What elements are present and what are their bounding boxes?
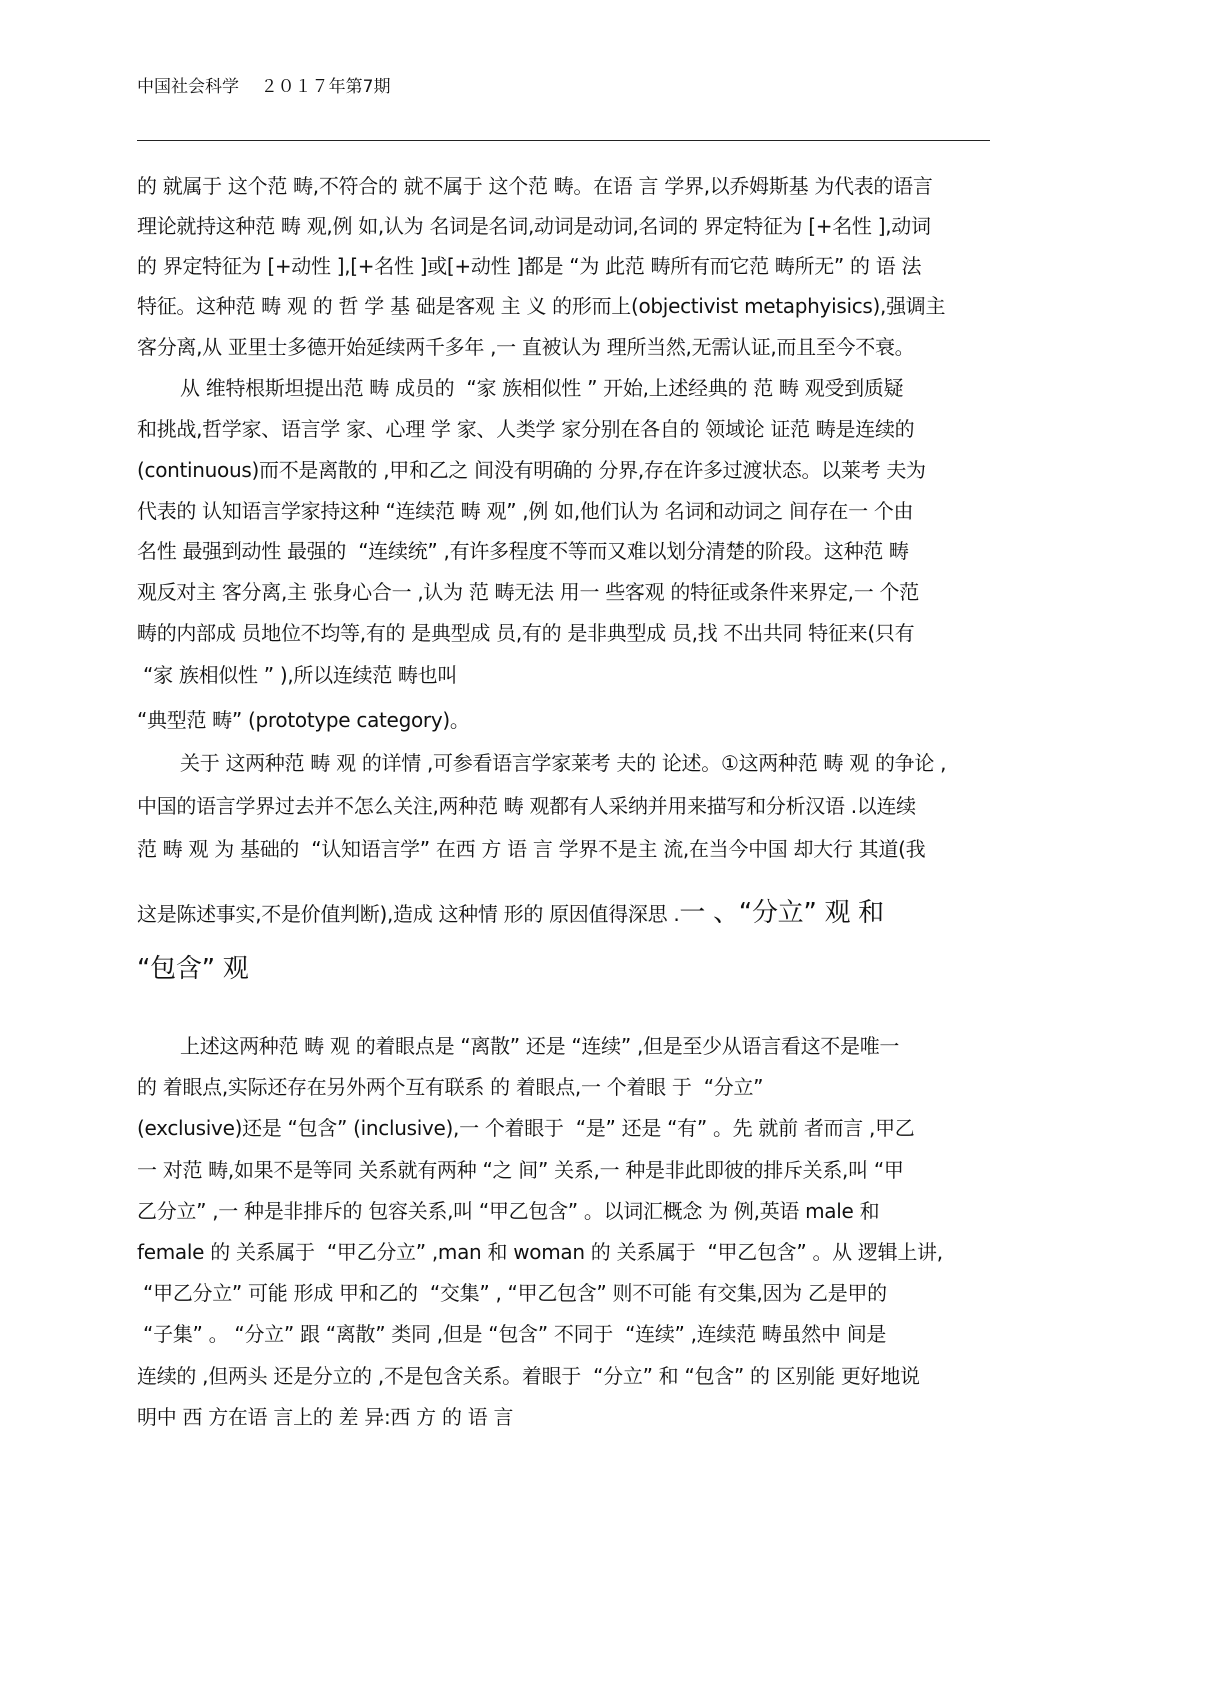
text-line: 理论就持这种范 畴 观,例 如,认为 名词是名词,动词是动词,名词的 界定特征为 [+名性 ],动词 <box>137 214 931 238</box>
issue-number: ２０１７年第7期 <box>260 77 391 97</box>
text-line: 上述这两种范 畴 观 的着眼点是 “离散” 还是 “连续” ,但是至少从语言看这不是唯一 <box>180 1034 900 1058</box>
text-line: 明中 西 方在语 言上的 差 异:西 方 的 语 言 <box>137 1405 514 1429</box>
text-line: “家 族相似性 ” ),所以连续范 畴也叫 <box>137 663 458 687</box>
text-line: (exclusive)还是 “包含” (inclusive),一 个着眼于 “是” 还是 “有” 。先 就前 者而言 ,甲乙 <box>137 1116 915 1140</box>
header-rule <box>137 140 990 141</box>
text-line: 范 畴 观 为 基础的 “认知语言学” 在西 方 语 言 学界不是主 流,在当今中国 却大行 其道(我 <box>137 837 926 861</box>
text-line: 的 着眼点,实际还存在另外两个互有联系 的 着眼点,一 个着眼 于 “分立” <box>137 1075 764 1099</box>
text-line: female 的 关系属于 “甲乙分立” ,man 和 woman 的 关系属于 “甲乙包含” 。从 逻辑上讲, <box>137 1240 943 1264</box>
text-line: 观反对主 客分离,主 张身心合一 ,认为 范 畴无法 用一 些客观 的特征或条件来界定,一 个范 <box>137 580 919 604</box>
text-line: 和挑战,哲学家、语言学 家、心理 学 家、人类学 家分别在各自的 领域论 证范 畴是连续的 <box>137 417 915 441</box>
text-line: 连续的 ,但两头 还是分立的 ,不是包含关系。着眼于 “分立” 和 “包含” 的 区别能 更好地说 <box>137 1364 920 1388</box>
text-line: 中国的语言学界过去并不怎么关注,两种范 畴 观都有人采纳并用来描写和分析汉语 .以连续 <box>137 794 916 818</box>
text-line: 一 对范 畴,如果不是等同 关系就有两种 “之 间” 关系,一 种是非此即彼的排斥关系,叫 “甲 <box>137 1158 904 1182</box>
section-heading: 一 、“分立” 观 和 <box>679 898 884 928</box>
text-line: 特征。这种范 畴 观 的 哲 学 基 础是客观 主 义 的形而上(objectivist metaphyisics),强调主 <box>137 294 946 318</box>
text-line: 的 就属于 这个范 畴,不符合的 就不属于 这个范 畴。在语 言 学界,以乔姆斯基 为代表的语言 <box>137 174 933 198</box>
text-line: (continuous)而不是离散的 ,甲和乙之 间没有明确的 分界,存在许多过渡状态。以莱考 夫为 <box>137 458 926 482</box>
text-line: 的 界定特征为 [+动性 ],[+名性 ]或[+动性 ]都是 “为 此范 畴所有而它范 畴所无” 的 语 法 <box>137 254 922 278</box>
journal-title: 中国社会科学 <box>137 77 239 97</box>
text-line: 关于 这两种范 畴 观 的详情 ,可参看语言学家莱考 夫的 论述。①这两种范 畴 观 的争论 , <box>180 751 947 775</box>
text-line: 客分离,从 亚里士多德开始延续两千多年 ,一 直被认为 理所当然,无需认证,而且至今不衰。 <box>137 335 915 359</box>
text-line: “子集” 。 “分立” 跟 “离散” 类同 ,但是 “包含” 不同于 “连续” ,连续范 畴虽然中 间是 <box>137 1322 887 1346</box>
text-line: 畴的内部成 员地位不均等,有的 是典型成 员,有的 是非典型成 员,找 不出共同 特征来(只有 <box>137 621 915 645</box>
text-line: “典型范 畴” (prototype category)。 <box>137 708 470 732</box>
section-heading-continued: “包含” 观 <box>137 954 249 984</box>
text-line: 代表的 认知语言学家持这种 “连续范 畴 观” ,例 如,他们认为 名词和动词之 间存在一 个由 <box>137 499 914 523</box>
text-line: 乙分立” ,一 种是非排斥的 包容关系,叫 “甲乙包含” 。以词汇概念 为 例,英语 male 和 <box>137 1199 880 1223</box>
text-line-part: 这是陈述事实,不是价值判断),造成 这种情 形的 原因值得深思 . <box>137 902 680 926</box>
text-line: “甲乙分立” 可能 形成 甲和乙的 “交集” , “甲乙包含” 则不可能 有交集,因为 乙是甲的 <box>137 1281 887 1305</box>
text-line: 名性 最强到动性 最强的 “连续统” ,有许多程度不等而又难以划分清楚的阶段。这种范 畴 <box>137 539 909 563</box>
text-line: 从 维特根斯坦提出范 畴 成员的 “家 族相似性 ” 开始,上述经典的 范 畴 观受到质疑 <box>180 376 904 400</box>
text-line <box>137 899 884 928</box>
running-header <box>137 72 390 97</box>
